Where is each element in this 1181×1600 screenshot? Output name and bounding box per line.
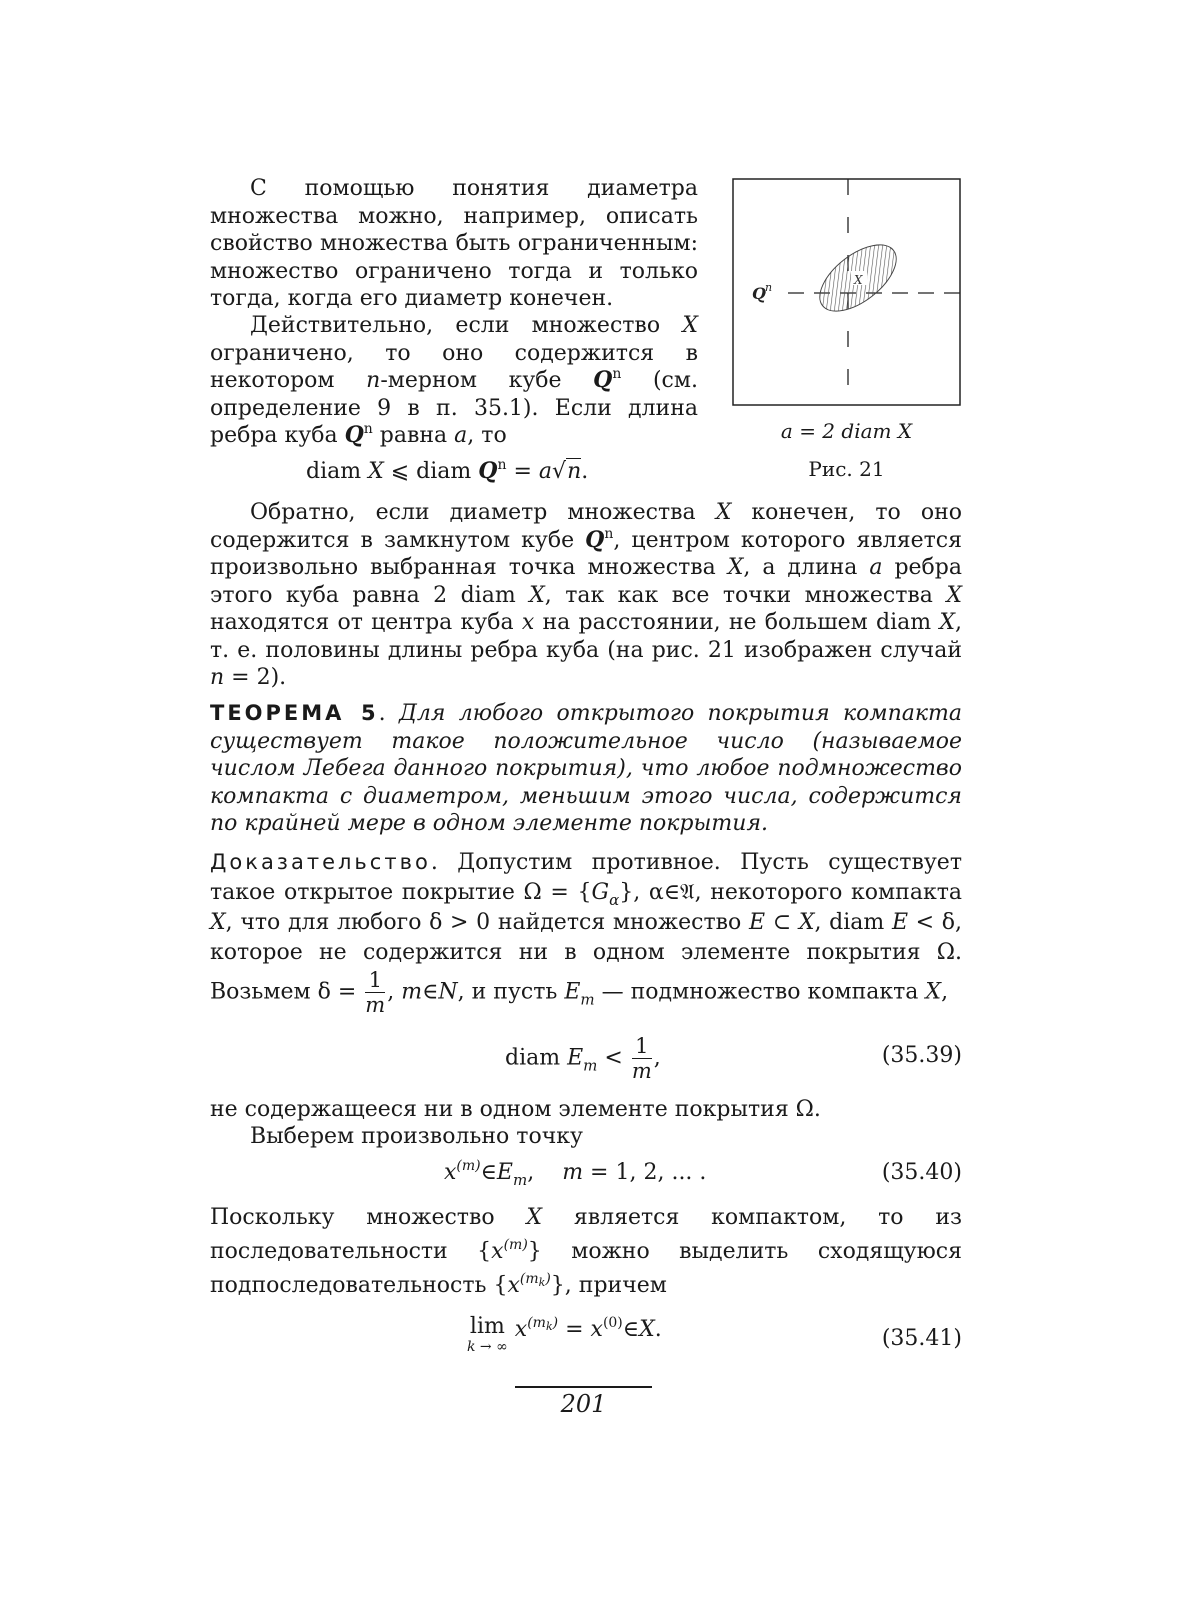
text-run: , и пусть [457, 979, 565, 1005]
var-e: E [748, 910, 766, 935]
var-x: X [946, 582, 962, 608]
text-run: находятся от центра куба [210, 610, 522, 635]
superscript-n: n [363, 421, 373, 437]
var-x: X [210, 910, 226, 935]
var-x: X [715, 500, 732, 525]
var-n: n [366, 368, 381, 393]
text-run: } можно выделить сходящуюся подпоследовательность { [210, 1239, 962, 1298]
var-m: m [562, 1160, 584, 1185]
paragraph-subsequence [210, 1201, 962, 1303]
text-run: , т. е. половины длины ребра куба (на рис. 21 изображен случай [210, 610, 963, 663]
var-a: a [538, 459, 553, 484]
paragraph-converse [210, 499, 962, 692]
subscript-k: k [545, 1320, 553, 1333]
figure-21 [732, 178, 961, 406]
text-run: diam [306, 459, 369, 484]
proof-paragraph [210, 847, 962, 1017]
var-n-set: N [438, 979, 458, 1005]
text-run: на расстоянии, не большем diam [534, 610, 940, 635]
text-run: < [597, 1045, 630, 1071]
var-q: Q [585, 526, 605, 553]
superscript-m: (m) [503, 1237, 528, 1253]
var-a: a [454, 423, 468, 448]
superscript-mk [527, 1315, 558, 1331]
equation-35-39 [505, 1034, 661, 1083]
text-run: — подмножество компакта [594, 979, 926, 1005]
subscript-m: m [512, 1171, 528, 1189]
proof-label: Доказательство [210, 850, 431, 874]
theorem-statement: Для любого открытого покрытия компакта существует такое положительное число (называемое числом Лебега данного покрытия), что любое подмножество компакта с диаметром, меньшим этого числа, содержится по крайней мере в одном элементе покрытия. [210, 701, 962, 836]
text-run: , diam [814, 910, 892, 935]
var-x: X [798, 910, 815, 935]
var-x: X [925, 979, 942, 1005]
text-run: ограничено, то оно содержится в некотором [210, 340, 698, 393]
var-x: X [639, 1317, 655, 1342]
paragraph-text: С помощью понятия диаметра множества можно, например, описать свойство множества быть ограниченным: множество ограничено тогда и только тогда, когда его диаметр конечен. [210, 176, 698, 311]
equation-35-41 [467, 1314, 662, 1357]
text-run: ребра этого куба равна 2 diam [210, 555, 962, 608]
var-n: n [567, 459, 582, 484]
text-run: , так как все точки множества [544, 582, 947, 608]
equation-number-35-40: (35.40) [881, 1160, 962, 1185]
figure-title: Рис. 21 [808, 457, 885, 481]
figure-label-q: Q [752, 284, 766, 303]
text-run: ⊂ [765, 910, 799, 935]
superscript-n: n [497, 457, 507, 473]
var-m: m [401, 979, 423, 1005]
text-run: ∈ [622, 1317, 640, 1342]
superscript-close: ) [545, 1271, 551, 1287]
text-run: , [387, 979, 402, 1005]
text-run: равна [372, 423, 455, 448]
text-run: ∈ [480, 1160, 497, 1185]
figure-caption: a = 2 diam X [780, 419, 913, 443]
superscript-n: n [612, 366, 622, 382]
text-run: . Допустим противное. Пусть существует такое открытое покрытие Ω = { [210, 850, 962, 905]
text-run: Поскольку множество [210, 1205, 527, 1230]
text-run: , [653, 1045, 661, 1071]
paragraph-diameter-intro [210, 175, 698, 313]
var-q: Q [344, 422, 364, 448]
var-x: X [682, 313, 698, 338]
text-run: , центром которого является произвольно выбранная точка множества [210, 527, 962, 580]
subscript-alpha: α [609, 891, 620, 909]
theorem-label: ТЕОРЕМА 5 [210, 701, 379, 725]
text-run: . [654, 1317, 662, 1342]
text-run: ⩽ diam [383, 459, 479, 484]
var-x: X [368, 459, 384, 484]
var-e: E [891, 910, 908, 935]
denominator: m [365, 993, 386, 1017]
var-a: a [869, 555, 883, 580]
text-run: = 1, 2, ... . [583, 1160, 707, 1185]
theorem-5 [210, 700, 962, 838]
var-e: E [567, 1045, 584, 1071]
text-run: = [506, 459, 539, 484]
text-run: Действительно, если множество [250, 313, 683, 338]
numerator: 1 [632, 1034, 652, 1059]
sqrt-sign: √ [552, 459, 567, 484]
figure-label-x: X [854, 273, 863, 287]
subscript-m: m [583, 1056, 598, 1075]
var-n: n [210, 665, 225, 690]
superscript-m-open: (m [519, 1271, 539, 1287]
var-e: E [496, 1160, 513, 1185]
var-e: E [564, 979, 581, 1005]
var-x: X [529, 582, 545, 608]
text-run: конечен, то оно содержится в замкнутом кубе [210, 500, 962, 553]
text-run: = 2). [224, 665, 287, 690]
var-x: X [727, 555, 744, 580]
text-run: . [378, 701, 399, 726]
text-run: является компактом, то из последовательности { [210, 1205, 962, 1264]
var-x-lower: x [521, 610, 535, 635]
var-x-lower: x [507, 1273, 520, 1298]
text-run: , а длина [743, 555, 870, 580]
superscript-m: (m) [456, 1158, 481, 1174]
text-run: }, α∈𝔄, некоторого компакта [619, 880, 962, 905]
page-number: 201 [560, 1390, 607, 1418]
denominator: m [631, 1059, 652, 1083]
equation-number-35-39: (35.39) [881, 1043, 962, 1068]
var-q: Q [593, 367, 613, 393]
text-run: , то [467, 423, 507, 448]
text-run: , [941, 979, 949, 1005]
lim-subscript: k → ∞ [467, 1339, 508, 1355]
superscript-close: ) [552, 1315, 559, 1331]
subscript-k: k [538, 1276, 546, 1289]
limit-operator [467, 1314, 508, 1357]
text-run: -мерном кубе [380, 368, 594, 393]
superscript-zero: (0) [602, 1315, 623, 1331]
lim-text: lim [469, 1314, 505, 1339]
subscript-m: m [580, 990, 595, 1009]
text-run: , [527, 1160, 563, 1185]
superscript-m-open: (m [527, 1315, 546, 1331]
text-run: , что для любого δ > 0 найдется множество [225, 910, 749, 935]
var-x: X [526, 1205, 543, 1230]
text-run: Обратно, если диаметр множества [250, 500, 716, 525]
var-x-lower: x [444, 1160, 457, 1185]
text-run: = [558, 1317, 591, 1342]
text-run: }, причем [550, 1273, 667, 1298]
var-x-lower: x [491, 1239, 504, 1264]
fraction-one-over-m [632, 1034, 652, 1083]
paragraph-not-contained: не содержащееся ни в одном элементе покрытия Ω. [210, 1097, 821, 1122]
var-g: G [591, 880, 610, 905]
text-run: (см. определение 9 в п. 35.1). Если длина ребра куба [210, 368, 698, 448]
var-x: X [939, 610, 956, 635]
var-q: Q [478, 458, 498, 484]
figure-label-q-sup: n [765, 281, 773, 294]
paragraph-bounded-proof [210, 312, 698, 450]
fraction-one-over-m [365, 968, 385, 1017]
text-run: diam [505, 1045, 568, 1071]
superscript-mk [520, 1271, 551, 1287]
footer-rule [515, 1386, 652, 1388]
var-x-lower: x [590, 1317, 603, 1342]
numerator: 1 [365, 968, 385, 993]
text-run: . [581, 459, 589, 484]
superscript-n: n [604, 525, 614, 542]
text-run: < δ, которое не содержится ни в одном элементе покрытия Ω. Возьмем δ = [210, 910, 963, 1005]
equation-35-40 [444, 1158, 707, 1189]
var-x-lower: x [514, 1317, 528, 1342]
paragraph-choose-point: Выберем произвольно точку [250, 1124, 583, 1149]
equation-diam-bound [306, 458, 588, 484]
equation-number-35-41: (35.41) [881, 1326, 962, 1351]
text-run: ∈ [422, 979, 439, 1005]
